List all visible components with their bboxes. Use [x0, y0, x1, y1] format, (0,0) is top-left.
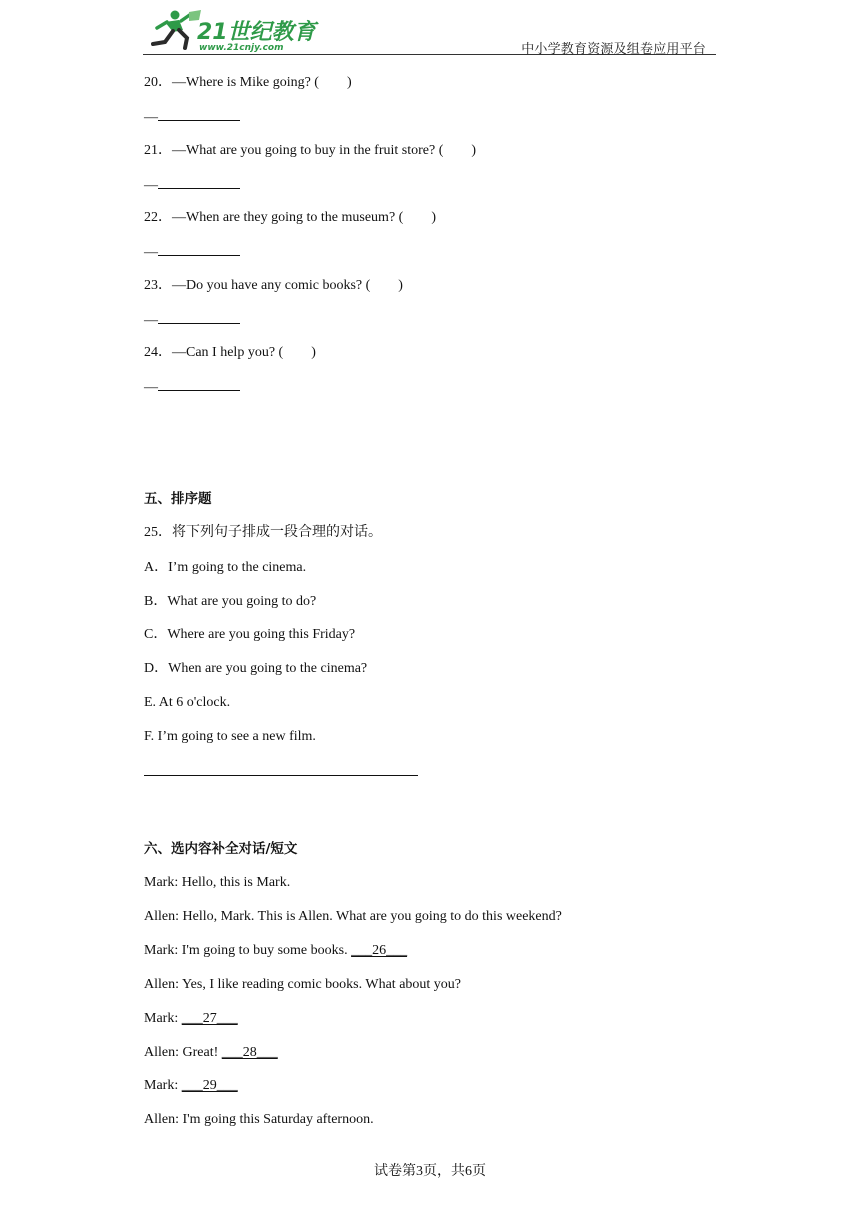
dialogue-text: Mark:: [144, 1078, 182, 1093]
section-6-title: 六、选内容补全对话/短文: [144, 841, 298, 857]
option-c: C．Where are you going this Friday?: [144, 627, 356, 642]
dialogue-text: Mark: I'm going to buy some books.: [144, 943, 352, 958]
option-e: E. At 6 o'clock.: [144, 695, 231, 710]
dialogue-line: [144, 1044, 278, 1062]
question-20: 20．—Where is Mike going? ( ): [144, 75, 352, 90]
logo-text: 21世纪教育: [197, 20, 316, 45]
page-number: 试卷第3页，共6页: [374, 1164, 486, 1179]
answer-line-22: [144, 243, 240, 262]
dialogue-text: Allen: Hello, Mark. This is Allen. What are you going to do this weekend?: [144, 909, 562, 924]
answer-blank[interactable]: [158, 243, 240, 256]
blank-29[interactable]: ___29___: [181, 1078, 238, 1093]
dialogue-line: [144, 908, 562, 926]
dialogue-text: Mark:: [144, 1011, 182, 1026]
blank-28[interactable]: ___28___: [221, 1045, 278, 1060]
dialogue-line: [144, 1077, 238, 1095]
answer-line-23: [144, 311, 240, 330]
question-21: 21．—What are you going to buy in the fruit store? ( ): [144, 143, 477, 158]
option-f: F. I’m going to see a new film.: [144, 729, 316, 744]
platform-name: 中小学教育资源及组卷应用平台: [521, 41, 706, 56]
dialogue-line: [144, 1111, 374, 1129]
option-b: B．What are you going to do?: [144, 594, 317, 609]
dash: —: [144, 245, 158, 260]
blank-26[interactable]: ___26___: [351, 943, 408, 958]
question-25-instruction: 25．将下列句子排成一段合理的对话。: [144, 525, 382, 540]
answer-blank[interactable]: [158, 108, 240, 121]
dialogue-text: Mark: Hello, this is Mark.: [144, 875, 291, 890]
dash: —: [144, 178, 158, 193]
answer-line-24: [144, 378, 240, 397]
dialogue-line: [144, 976, 461, 994]
dash: —: [144, 110, 158, 125]
question-22: 22．—When are they going to the museum? ( ): [144, 210, 436, 225]
dialogue-text: Allen: I'm going this Saturday afternoon.: [144, 1112, 374, 1127]
answer-blank[interactable]: [158, 176, 240, 189]
dialogue-line: [144, 874, 290, 892]
header-divider: [143, 54, 716, 55]
page-header: [143, 8, 716, 56]
answer-blank[interactable]: [158, 311, 240, 324]
logo-url: www.21cnjy.com: [199, 43, 284, 53]
site-logo: [143, 8, 343, 54]
dash: —: [144, 380, 158, 395]
option-d: D．When are you going to the cinema?: [144, 661, 368, 676]
answer-line-21: [144, 176, 240, 195]
question-23: 23．—Do you have any comic books? ( ): [144, 278, 403, 293]
answer-blank[interactable]: [158, 378, 240, 391]
dialogue-line: [144, 1010, 238, 1028]
section-5-title: 五、排序题: [144, 491, 212, 507]
dialogue-text: Allen: Yes, I like reading comic books. What about you?: [144, 977, 462, 992]
blank-27[interactable]: ___27___: [181, 1011, 238, 1026]
dialogue-text: Allen: Great!: [144, 1045, 222, 1060]
answer-line-20: [144, 108, 240, 127]
runner-icon: [153, 10, 201, 48]
dialogue-line: [144, 942, 407, 960]
dash: —: [144, 313, 158, 328]
option-a: A．I’m going to the cinema.: [144, 560, 307, 575]
question-24: 24．—Can I help you? ( ): [144, 345, 316, 360]
order-answer-blank[interactable]: [144, 775, 418, 776]
